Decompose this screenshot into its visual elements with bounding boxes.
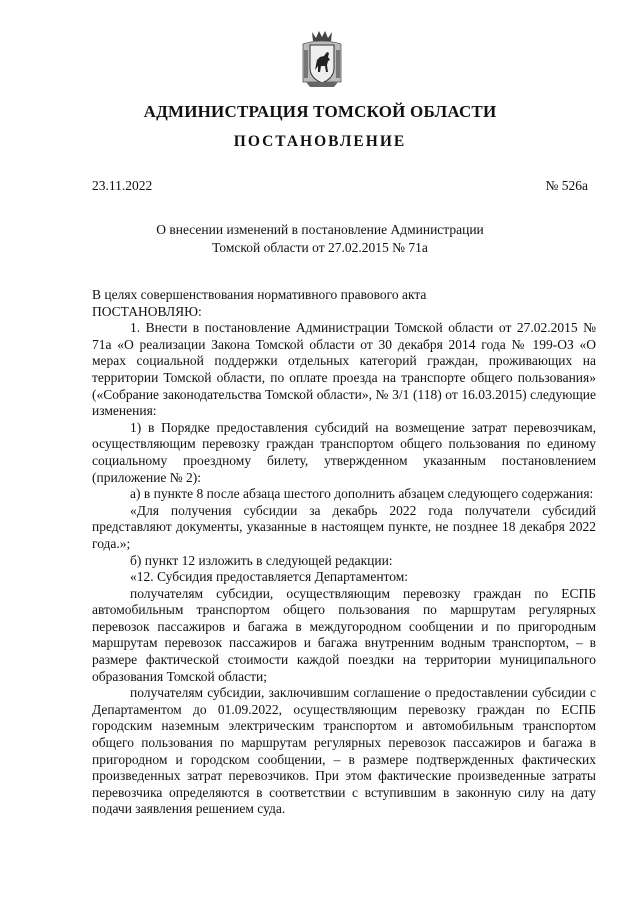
- paragraph: «12. Субсидия предоставляется Департаментом:: [130, 569, 409, 585]
- document-subject: [150, 221, 490, 257]
- tomsk-oblast-coat-of-arms-icon: [300, 30, 344, 88]
- decree-word: ПОСТАНОВЛЯЮ:: [92, 303, 202, 319]
- preamble-text: В целях совершенствования нормативного правового акта: [92, 287, 427, 302]
- subject-line: О внесении изменений в постановление Администрации: [156, 222, 484, 237]
- document-type-title: ПОСТАНОВЛЕНИЕ: [233, 133, 407, 150]
- document-number: № 526а: [545, 178, 588, 193]
- organization-title: АДМИНИСТРАЦИЯ ТОМСКОЙ ОБЛАСТИ: [143, 102, 497, 121]
- paragraph: 1. Внести в постановление Администрации Томской области от 27.02.2015 № 71а «О реализации Закона Томской области от 30 декабря 2014 года № 199-ОЗ «О мерах социальной поддержки отдельных категорий граждан, проживающих на территории Томской области, по оплате проезда на транспорте общего пользования» («Собрание законодательства Томской области», № 3/1 (118) от 16.03.2015) следующие изменения:: [92, 320, 596, 419]
- paragraph: а) в пункте 8 после абзаца шестого дополнить абзацем следующего содержания:: [130, 486, 594, 502]
- paragraph: получателям субсидии, заключившим соглашение о предоставлении субсидии с Департаментом до 01.09.2022, осуществляющим перевозку граждан по ЕСПБ городским наземным электрическим транспортом и автомобильным транспортом общего пользования по маршрутам регулярных перевозок пассажиров и багажа в пригородном и городском сообщении, – в размере подтвержденных фактических произведенных затрат перевозчиков. При этом фактические произведенные затраты перевозчика определяются в соответствии с вступившим в законную силу на дату подачи заявления решением суда.: [92, 685, 596, 817]
- paragraph: б) пункт 12 изложить в следующей редакции:: [130, 552, 393, 568]
- paragraph: «Для получения субсидии за декабрь 2022 года получатели субсидий представляют документы, указанные в настоящем пункте, не позднее 18 декабря 2022 года.»;: [92, 502, 596, 551]
- subject-line: Томской области от 27.02.2015 № 71а: [212, 240, 428, 255]
- document-date: 23.11.2022: [92, 178, 153, 193]
- document-body: [92, 287, 596, 818]
- paragraph: получателям субсидии, осуществляющим перевозку граждан по ЕСПБ автомобильным транспортом общего пользования по маршрутам регулярных перевозок пассажиров и багажа в междугородном сообщении и по пригородным маршрутам перевозок пассажиров и багажа внутренним водным транспортом, – в размере фактической стоимости каждой поездки на территории муниципального образования Томской области;: [92, 585, 596, 684]
- paragraph: 1) в Порядке предоставления субсидий на возмещение затрат перевозчикам, осуществляющим перевозку граждан транспортом общего пользования по единому социальному проездному билету, утвержденном указанным постановлением (приложение № 2):: [92, 419, 596, 485]
